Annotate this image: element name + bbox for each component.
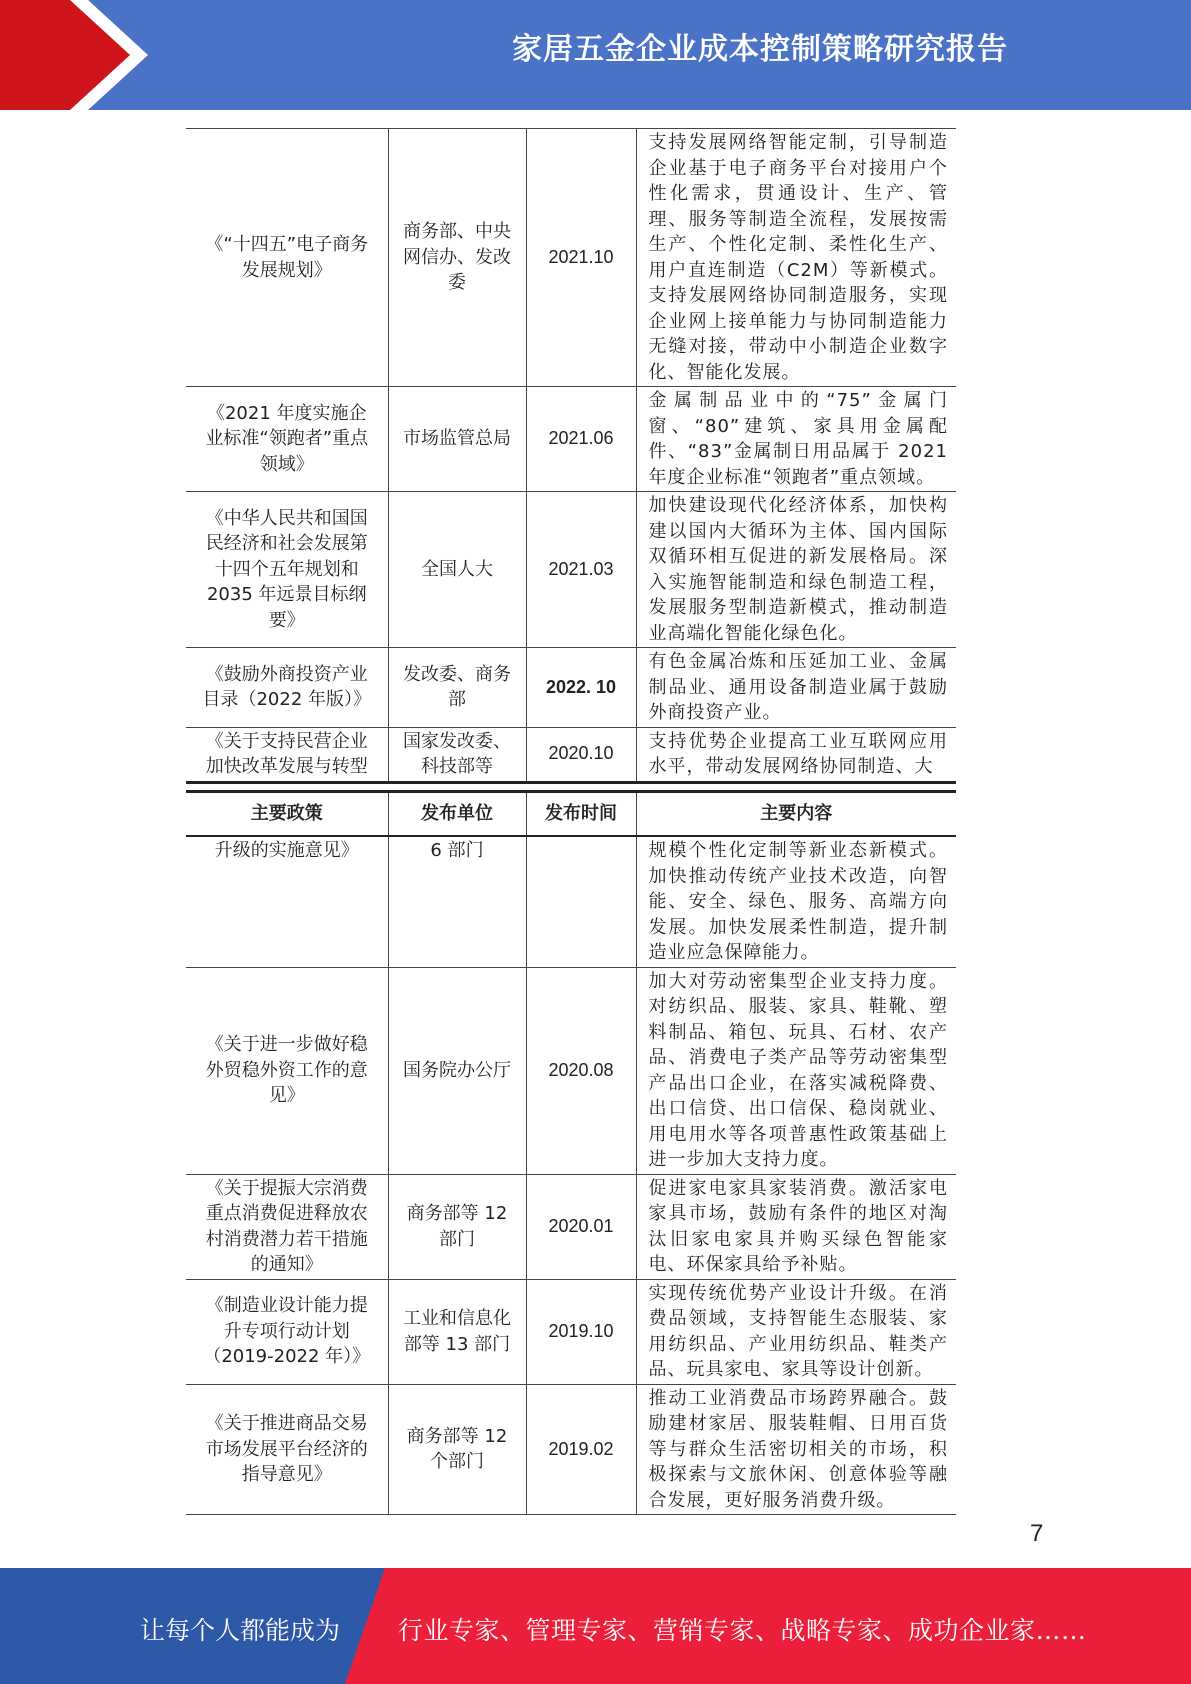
policy-table xyxy=(186,790,956,1515)
content-cell: 加快建设现代化经济体系，加快构建以国内大循环为主体、国内国际双循环相互促进的新发展格局。深入实施智能制造和绿色制造工程，发展服务型制造新模式，推动制造业高端化智能化绿色化。 xyxy=(636,492,956,648)
table-row xyxy=(186,1279,956,1384)
publisher-cell: 6 部门 xyxy=(388,836,526,967)
content-cell: 推动工业消费品市场跨界融合。鼓励建材家居、服装鞋帽、日用百货等与群众生活密切相关的市场，积极探索与文旅休闲、创意体验等融合发展，更好服务消费升级。 xyxy=(636,1384,956,1515)
date-cell xyxy=(526,836,636,967)
publisher-cell: 国务院办公厅 xyxy=(388,967,526,1174)
policy-name-cell: 《关于提振大宗消费重点消费促进释放农村消费潜力若干措施的通知》 xyxy=(186,1174,388,1279)
content-cell: 支持优势企业提高工业互联网应用水平，带动发展网络协同制造、大 xyxy=(636,727,956,782)
publisher-cell: 市场监管总局 xyxy=(388,387,526,492)
table-row xyxy=(186,492,956,648)
date-cell: 2020.08 xyxy=(526,967,636,1174)
footer-slogan-right: 行业专家、管理专家、营销专家、战略专家、成功企业家…… xyxy=(398,1616,1087,1645)
date-cell: 2021.10 xyxy=(526,129,636,387)
policy-name-cell: 《关于进一步做好稳外贸稳外资工作的意见》 xyxy=(186,967,388,1174)
content-cell: 金属制品业中的“75”金属门窗、“80”建筑、家具用金属配件、“83”金属制日用品属于 2021 年度企业标准“领跑者”重点领域。 xyxy=(636,387,956,492)
column-header-publisher: 发布单位 xyxy=(388,792,526,837)
page-footer xyxy=(0,1568,1191,1684)
date-cell: 2019.10 xyxy=(526,1279,636,1384)
policy-name-cell: 《鼓励外商投资产业目录（2022 年版）》 xyxy=(186,648,388,728)
table-row xyxy=(186,648,956,728)
publisher-cell: 发改委、商务部 xyxy=(388,648,526,728)
column-header-date: 发布时间 xyxy=(526,792,636,837)
footer-slogan-left: 让每个人都能成为 xyxy=(140,1616,341,1645)
content-cell: 加大对劳动密集型企业支持力度。对纺织品、服装、家具、鞋靴、塑料制品、箱包、玩具、石材、农产品、消费电子类产品等劳动密集型产品出口企业，在落实减税降费、出口信贷、出口信保、稳岗就业、用电用水等各项普惠性政策基础上进一步加大支持力度。 xyxy=(636,967,956,1174)
column-header-content: 主要内容 xyxy=(636,792,956,837)
policy-name-cell: 《制造业设计能力提升专项行动计划（2019-2022 年）》 xyxy=(186,1279,388,1384)
date-cell: 2021.06 xyxy=(526,387,636,492)
date-cell: 2020.01 xyxy=(526,1174,636,1279)
date-cell: 2021.03 xyxy=(526,492,636,648)
policy-name-cell: 升级的实施意见》 xyxy=(186,836,388,967)
policy-name-cell: 《关于支持民营企业加快改革发展与转型 xyxy=(186,727,388,782)
policy-name-cell: 《关于推进商品交易市场发展平台经济的指导意见》 xyxy=(186,1384,388,1515)
publisher-cell: 商务部、中央网信办、发改委 xyxy=(388,129,526,387)
content-cell: 有色金属冶炼和压延加工业、金属制品业、通用设备制造业属于鼓励外商投资产业。 xyxy=(636,648,956,728)
table-row xyxy=(186,129,956,387)
policy-name-cell: 《“十四五”电子商务发展规划》 xyxy=(186,129,388,387)
date-cell: 2019.02 xyxy=(526,1384,636,1515)
report-title: 家居五金企业成本控制策略研究报告 xyxy=(512,32,1008,67)
table-row xyxy=(186,1384,956,1515)
publisher-cell: 全国人大 xyxy=(388,492,526,648)
table-row xyxy=(186,967,956,1174)
table-row xyxy=(186,387,956,492)
header-arrow-decoration xyxy=(0,0,160,110)
content-cell: 规模个性化定制等新业态新模式。加快推动传统产业技术改造，向智能、安全、绿色、服务、高端方向发展。加快发展柔性制造，提升制造业应急保障能力。 xyxy=(636,836,956,967)
table-row xyxy=(186,1174,956,1279)
column-header-policy: 主要政策 xyxy=(186,792,388,837)
policy-name-cell: 《中华人民共和国国民经济和社会发展第十四个五年规划和 2035 年远景目标纲要》 xyxy=(186,492,388,648)
publisher-cell: 国家发改委、科技部等 xyxy=(388,727,526,782)
table-row xyxy=(186,727,956,782)
publisher-cell: 商务部等 12 部门 xyxy=(388,1174,526,1279)
policy-name-cell: 《2021 年度实施企业标准“领跑者”重点领域》 xyxy=(186,387,388,492)
date-cell: 2020.10 xyxy=(526,727,636,782)
table-row xyxy=(186,836,956,967)
publisher-cell: 商务部等 12 个部门 xyxy=(388,1384,526,1515)
page-header xyxy=(0,0,1191,110)
content-cell: 支持发展网络智能定制，引导制造企业基于电子商务平台对接用户个性化需求，贯通设计、生产、管理、服务等制造全流程，发展按需生产、个性化定制、柔性化生产、用户直连制造（C2M）等新模式。支持发展网络协同制造服务，实现企业网上接单能力与协同制造能力无缝对接，带动中小制造企业数字化、智能化发展。 xyxy=(636,129,956,387)
content-cell: 促进家电家具家装消费。激活家电家具市场，鼓励有条件的地区对淘汰旧家电家具并购买绿色智能家电、环保家具给予补贴。 xyxy=(636,1174,956,1279)
policy-table-continued xyxy=(186,128,956,784)
table-header-row xyxy=(186,792,956,837)
publisher-cell: 工业和信息化部等 13 部门 xyxy=(388,1279,526,1384)
date-cell: 2022. 10 xyxy=(526,648,636,728)
content-cell: 实现传统优势产业设计升级。在消费品领域，支持智能生态服装、家用纺织品、产业用纺织品、鞋类产品、玩具家电、家具等设计创新。 xyxy=(636,1279,956,1384)
page-number: 7 xyxy=(1030,1520,1044,1547)
